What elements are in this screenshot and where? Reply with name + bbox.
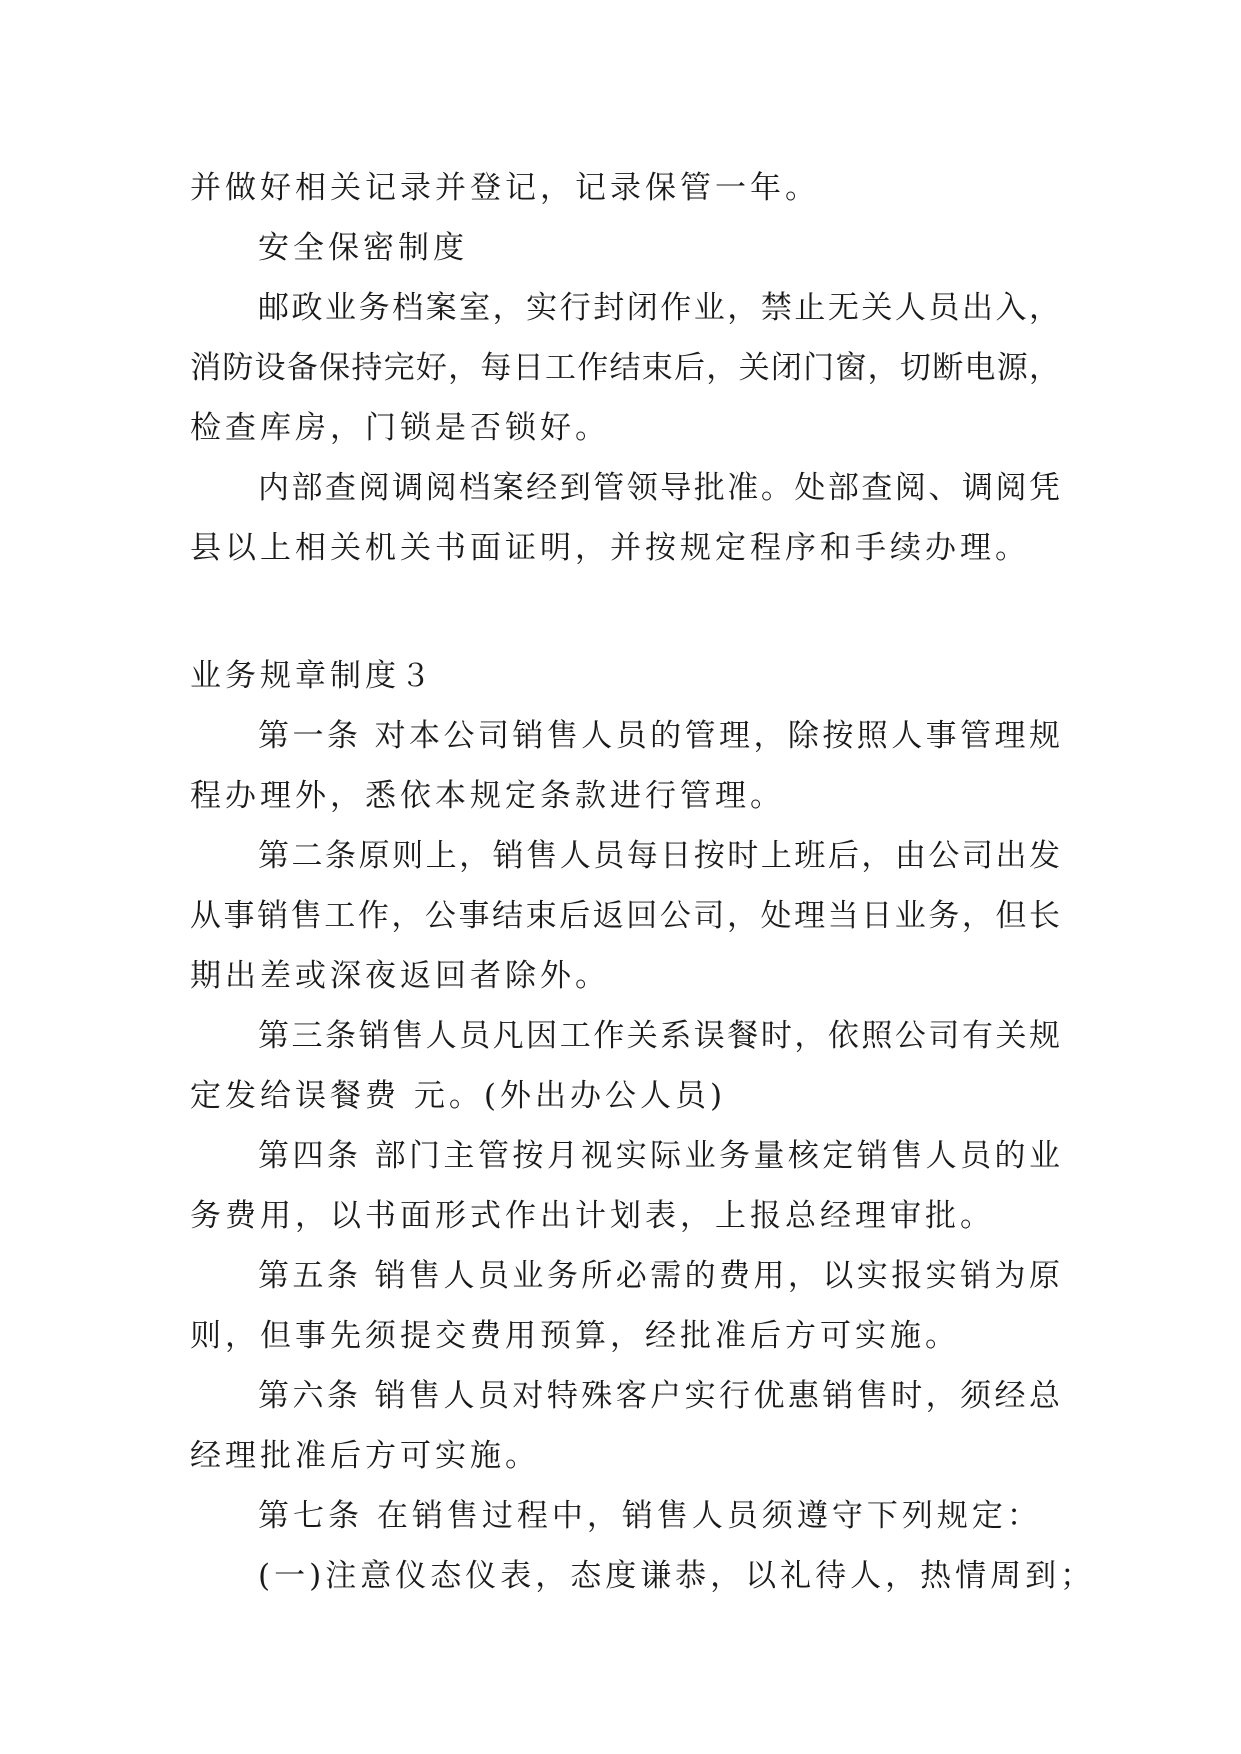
section-heading: 安全保密制度: [258, 230, 468, 266]
article-line: 第五条 销售人员业务所必需的费用，以实报实销为原: [258, 1258, 1060, 1294]
article-line: 第一条 对本公司销售人员的管理，除按照人事管理规: [258, 718, 1060, 754]
article-line: 从事销售工作，公事结束后返回公司，处理当日业务，但长: [190, 898, 1060, 934]
section-heading: 业务规章制度３: [190, 658, 435, 694]
paragraph-line: 内部查阅调阅档案经到管领导批准。处部查阅、调阅凭: [258, 470, 1060, 506]
article-line: 期出差或深夜返回者除外。: [190, 958, 610, 994]
article-line: 则，但事先须提交费用预算，经批准后方可实施。: [190, 1318, 960, 1354]
paragraph-line: 邮政业务档案室，实行封闭作业，禁止无关人员出入，: [258, 290, 1060, 326]
article-line: 程办理外，悉依本规定条款进行管理。: [190, 778, 785, 814]
article-line: 第三条销售人员凡因工作关系误餐时，依照公司有关规: [258, 1018, 1060, 1054]
article-line: 第七条 在销售过程中，销售人员须遵守下列规定：: [258, 1498, 1042, 1534]
article-line: 第四条 部门主管按月视实际业务量核定销售人员的业: [258, 1138, 1060, 1174]
paragraph-line: 并做好相关记录并登记，记录保管一年。: [190, 170, 820, 206]
paragraph-line: 县以上相关机关书面证明，并按规定程序和手续办理。: [190, 530, 1030, 566]
article-line: 第二条原则上，销售人员每日按时上班后，由公司出发: [258, 838, 1060, 874]
article-line: 定发给误餐费 元。(外出办公人员): [190, 1078, 727, 1114]
document-body: [190, 158, 1096, 1606]
paragraph-line: 检查库房，门锁是否锁好。: [190, 410, 610, 446]
section-gap: [190, 578, 1060, 646]
article-line: 经理批准后方可实施。: [190, 1438, 540, 1474]
article-line: (一)注意仪态仪表，态度谦恭，以礼待人，热情周到；: [258, 1558, 1096, 1594]
paragraph-line: 消防设备保持完好，每日工作结束后，关闭门窗，切断电源，: [190, 350, 1060, 386]
article-line: 第六条 销售人员对特殊客户实行优惠销售时，须经总: [258, 1378, 1060, 1414]
article-line: 务费用，以书面形式作出计划表，上报总经理审批。: [190, 1198, 995, 1234]
